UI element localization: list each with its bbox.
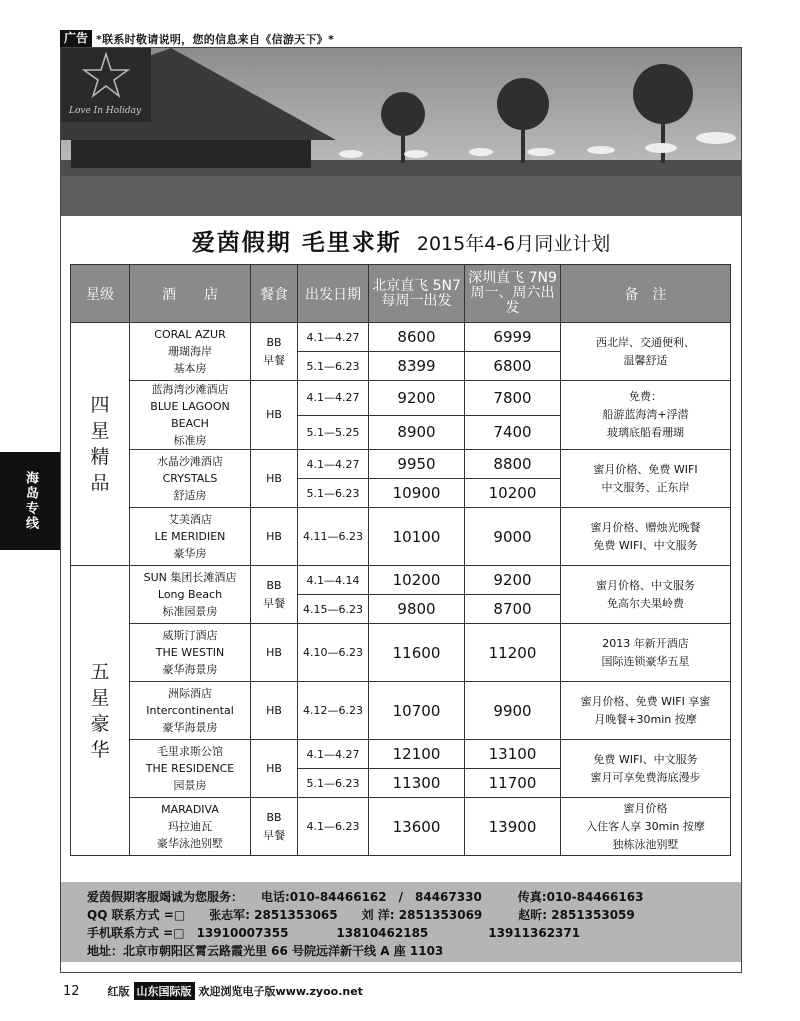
price-table xyxy=(70,264,731,856)
price-beijing: 11300 xyxy=(369,769,465,798)
table-row xyxy=(71,624,731,653)
price-beijing: 10200 xyxy=(369,566,465,595)
hotel-note xyxy=(561,740,731,798)
hotel-note-line: 蜜月价格、免费 WIFI 享蜜 xyxy=(580,694,711,708)
hotel-name-line: 舒适房 xyxy=(173,489,207,502)
departure-date: 4.1—4.14 xyxy=(298,566,369,595)
price-shenzhen: 11700 xyxy=(465,769,561,798)
hotel-note-line: 独栋泳池别墅 xyxy=(612,837,679,851)
table-row xyxy=(71,381,731,416)
meal-plan xyxy=(251,508,298,566)
header-shenzhen-route: 深圳直飞 7N9 xyxy=(468,270,557,286)
hotel-name-line: 蓝海湾沙滩酒店 xyxy=(151,383,229,396)
star-level-char: 星 xyxy=(90,420,110,442)
departure-date: 4.1—4.27 xyxy=(298,450,369,479)
meal-plan-line: 早餐 xyxy=(263,596,285,610)
star-level xyxy=(71,566,130,856)
hotel-note-line: 国际连锁豪华五星 xyxy=(601,654,690,668)
table-row xyxy=(71,450,731,479)
price-beijing: 12100 xyxy=(369,740,465,769)
hotel-note xyxy=(561,798,731,856)
hotel-note-line: 蜜月价格、免费 WIFI xyxy=(593,462,698,476)
departure-date: 5.1—6.23 xyxy=(298,769,369,798)
meal-plan xyxy=(251,381,298,450)
meal-plan-line: HB xyxy=(266,761,282,775)
departure-date: 4.1—4.27 xyxy=(298,381,369,416)
meal-plan-line: 早餐 xyxy=(263,828,285,842)
price-shenzhen: 9900 xyxy=(465,682,561,740)
header-beijing xyxy=(369,265,465,323)
price-beijing: 8399 xyxy=(369,352,465,381)
star-level-char: 豪 xyxy=(90,712,110,735)
table-row xyxy=(71,323,731,352)
star-logo-icon xyxy=(61,48,151,108)
hotel-note-line: 免费 WIFI、中文服务 xyxy=(593,752,698,766)
price-beijing: 8600 xyxy=(369,323,465,352)
star-level-char: 华 xyxy=(90,738,110,761)
meal-plan-line: HB xyxy=(266,645,282,659)
hotel-name-line: 标准园景房 xyxy=(162,605,218,618)
departure-date: 4.1—6.23 xyxy=(298,798,369,856)
hotel-name-line: 基本房 xyxy=(173,362,207,375)
hotel-name-line: 豪华房 xyxy=(173,547,207,560)
price-shenzhen: 8700 xyxy=(465,595,561,624)
hotel-note-line: 免费： xyxy=(629,390,662,403)
hotel-name xyxy=(130,381,251,450)
hotel-note-line: 蜜月可享免费海底漫步 xyxy=(590,770,701,784)
table-row xyxy=(71,740,731,769)
meal-plan xyxy=(251,450,298,508)
price-beijing: 9950 xyxy=(369,450,465,479)
star-level-char: 四 xyxy=(90,394,110,416)
hotel-name-line: 豪华海景房 xyxy=(162,721,218,734)
hotel-name-line: CORAL AZUR xyxy=(154,328,226,341)
star-level-char: 五 xyxy=(90,660,110,683)
hotel-name xyxy=(130,323,251,381)
contact-service: 爱茵假期客服竭诚为您服务： 电话:010-84466162 / 84467330 传真:010-84466163 xyxy=(87,890,644,904)
hotel-name-line: 毛里求斯公馆 xyxy=(157,745,223,758)
departure-date: 5.1—6.23 xyxy=(298,352,369,381)
hotel-name-line: BLUE LAGOON BEACH xyxy=(150,400,230,430)
hotel-name-line: 水晶沙滩酒店 xyxy=(157,455,223,468)
brand-logo xyxy=(61,48,151,122)
star-level xyxy=(71,323,130,566)
hotel-note xyxy=(561,682,731,740)
contact-qq: QQ 联系方式 =□ 张志军: 2851353065 刘 洋: 2851353069 赵昕: 2851353059 xyxy=(87,908,635,922)
price-beijing: 9200 xyxy=(369,381,465,416)
logo-text: Love In Holiday xyxy=(69,106,142,116)
meal-plan xyxy=(251,566,298,624)
hotel-name xyxy=(130,508,251,566)
header-note: 备 注 xyxy=(561,265,731,323)
hotel-name xyxy=(130,740,251,798)
hotel-name xyxy=(130,450,251,508)
hotel-name-line: Long Beach xyxy=(157,588,223,601)
hotel-name-line: 洲际酒店 xyxy=(168,687,212,700)
header-shenzhen-days: 周一、周六出发 xyxy=(470,285,555,316)
hotel-name-line: 豪华泳池别墅 xyxy=(157,837,223,850)
contact-address: 地址：北京市朝阳区霄云路霞光里 66 号院远洋新干线 A 座 1103 xyxy=(87,944,444,958)
hotel-name-line: CRYSTALS xyxy=(162,472,218,485)
price-beijing: 10700 xyxy=(369,682,465,740)
hotel-note xyxy=(561,566,731,624)
hotel-name xyxy=(130,624,251,682)
hotel-name-line: 玛拉迪瓦 xyxy=(168,820,212,833)
resort-photo xyxy=(61,48,741,216)
price-shenzhen: 7800 xyxy=(465,381,561,416)
contact-mobile: 手机联系方式 =□ 13910007355 13810462185 13911362371 xyxy=(87,926,581,940)
meal-plan-line: HB xyxy=(266,408,282,421)
departure-date: 4.1—4.27 xyxy=(298,323,369,352)
price-shenzhen: 8800 xyxy=(465,450,561,479)
hotel-name-line: 艾美酒店 xyxy=(168,513,212,526)
hotel-note-line: 船游蓝海湾+浮潜 xyxy=(602,408,689,421)
hotel-name-line: SUN 集团长滩酒店 xyxy=(143,571,237,584)
table-row xyxy=(71,566,731,595)
ad-note: *联系时敬请说明，您的信息来自《信游天下》* xyxy=(96,32,335,46)
header-beijing-route: 北京直飞 5N7 xyxy=(372,277,461,294)
star-level-char: 星 xyxy=(90,686,110,709)
price-beijing: 10900 xyxy=(369,479,465,508)
header-meal: 餐食 xyxy=(251,265,298,323)
price-shenzhen: 9000 xyxy=(465,508,561,566)
departure-date: 4.11—6.23 xyxy=(298,508,369,566)
ad-tag: 广告 xyxy=(60,30,92,47)
hotel-note-line: 蜜月价格 xyxy=(623,801,668,815)
title-sub: 2015年4-6月同业计划 xyxy=(416,233,611,255)
table-row xyxy=(71,798,731,827)
ad-header xyxy=(60,30,334,47)
page-title xyxy=(61,224,741,257)
meal-plan-line: BB xyxy=(266,810,282,824)
hotel-note-line: 中文服务、正东岸 xyxy=(601,480,690,494)
meal-plan-line: BB xyxy=(266,335,282,349)
contact-panel xyxy=(61,882,741,962)
hotel-name-line: 标准房 xyxy=(173,434,207,447)
price-shenzhen: 7400 xyxy=(465,415,561,450)
hotel-note xyxy=(561,450,731,508)
hotel-name xyxy=(130,682,251,740)
departure-date: 5.1—5.25 xyxy=(298,415,369,450)
web-link[interactable]: 欢迎浏览电子版www.zyoo.net xyxy=(198,985,363,998)
hotel-note-line: 温馨舒适 xyxy=(623,353,668,367)
departure-date: 4.15—6.23 xyxy=(298,595,369,624)
hotel-name xyxy=(130,566,251,624)
hotel-note-line: 西北岸、交通便利、 xyxy=(596,335,695,349)
hotel-note-line: 入住客人享 30min 按摩 xyxy=(586,819,705,833)
hotel-name-line: LE MERIDIEN xyxy=(154,530,226,543)
departure-date: 4.1—4.27 xyxy=(298,740,369,769)
star-level-char: 品 xyxy=(90,472,110,494)
hotel-name-line: MARADIVA xyxy=(161,803,219,816)
star-level-char: 精 xyxy=(90,446,110,468)
meal-plan-line: HB xyxy=(266,471,282,485)
meal-plan xyxy=(251,624,298,682)
hotel-name-line: Intercontinental xyxy=(146,704,234,717)
price-shenzhen: 6800 xyxy=(465,352,561,381)
hotel-note-line: 蜜月价格、赠烛光晚餐 xyxy=(590,520,701,534)
meal-plan xyxy=(251,740,298,798)
meal-plan-line: HB xyxy=(266,529,282,543)
hotel-note-line: 玻璃底船看珊瑚 xyxy=(607,426,684,439)
hotel-name-line: 园景房 xyxy=(173,779,207,792)
hotel-name-line: 豪华海景房 xyxy=(162,663,218,676)
table-header-row xyxy=(71,265,731,323)
page-number: 12 xyxy=(63,983,80,999)
price-beijing: 10100 xyxy=(369,508,465,566)
hotel-note-line: 月晚餐+30min 按摩 xyxy=(594,712,697,726)
price-shenzhen: 13900 xyxy=(465,798,561,856)
resort-illustration xyxy=(61,48,741,216)
header-hotel: 酒 店 xyxy=(130,265,251,323)
price-beijing: 13600 xyxy=(369,798,465,856)
meal-plan xyxy=(251,798,298,856)
hotel-note xyxy=(561,624,731,682)
header-star: 星级 xyxy=(71,265,130,323)
hotel-name-line: THE WESTIN xyxy=(155,646,225,659)
hotel-note-line: 免高尔夫果岭费 xyxy=(607,596,684,610)
hotel-note-line: 2013 年新开酒店 xyxy=(602,636,689,650)
price-beijing: 11600 xyxy=(369,624,465,682)
departure-date: 5.1—6.23 xyxy=(298,479,369,508)
hotel-name xyxy=(130,798,251,856)
page-footer xyxy=(63,982,363,1000)
hotel-note xyxy=(561,323,731,381)
price-shenzhen: 11200 xyxy=(465,624,561,682)
hotel-name-line: 威斯汀酒店 xyxy=(162,629,218,642)
price-beijing: 9800 xyxy=(369,595,465,624)
hotel-note xyxy=(561,381,731,450)
hotel-note xyxy=(561,508,731,566)
hotel-note-line: 免费 WIFI、中文服务 xyxy=(593,538,698,552)
price-shenzhen: 10200 xyxy=(465,479,561,508)
header-beijing-days: 每周一出发 xyxy=(381,292,452,309)
title-main: 爱茵假期 毛里求斯 xyxy=(191,230,402,256)
hotel-name-line: 珊瑚海岸 xyxy=(168,345,212,358)
departure-date: 4.12—6.23 xyxy=(298,682,369,740)
table-row xyxy=(71,508,731,537)
edition-badge: 山东国际版 xyxy=(134,982,195,1000)
meal-plan xyxy=(251,323,298,381)
side-tab: 海岛专线 xyxy=(0,452,60,550)
meal-plan-line: BB xyxy=(266,578,282,592)
hotel-note-line: 蜜月价格、中文服务 xyxy=(596,578,695,592)
edition-label: 红版 xyxy=(107,985,130,998)
departure-date: 4.10—6.23 xyxy=(298,624,369,682)
meal-plan-line: HB xyxy=(266,703,282,717)
price-shenzhen: 6999 xyxy=(465,323,561,352)
meal-plan-line: 早餐 xyxy=(263,353,285,367)
price-shenzhen: 13100 xyxy=(465,740,561,769)
hotel-name-line: THE RESIDENCE xyxy=(145,762,235,775)
table-row xyxy=(71,682,731,711)
price-beijing: 8900 xyxy=(369,415,465,450)
header-shenzhen xyxy=(465,265,561,323)
meal-plan xyxy=(251,682,298,740)
price-shenzhen: 9200 xyxy=(465,566,561,595)
header-date: 出发日期 xyxy=(298,265,369,323)
